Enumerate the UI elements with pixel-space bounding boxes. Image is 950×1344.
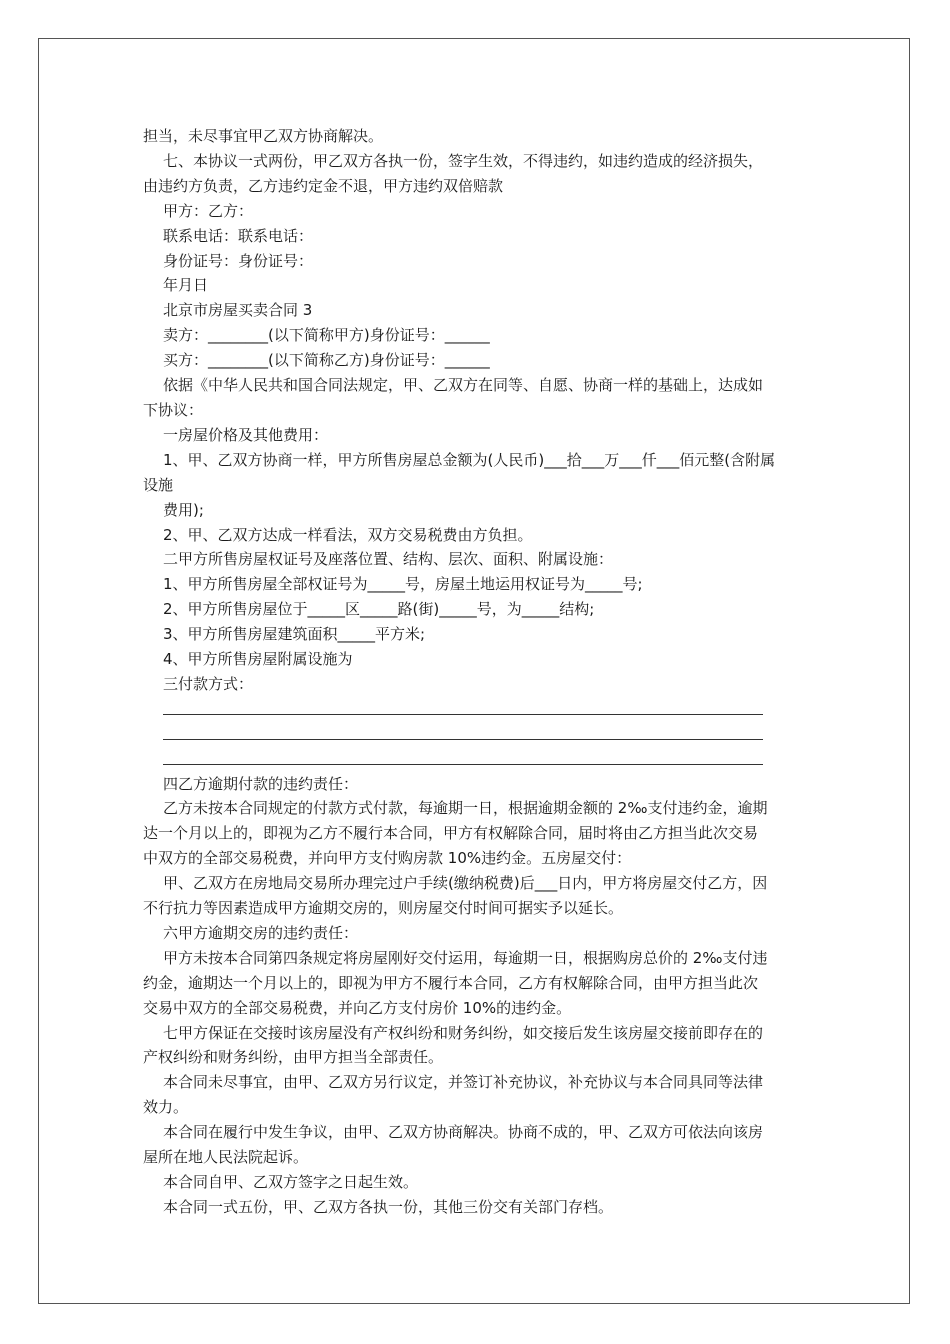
text-line: 北京市房屋买卖合同 3 <box>163 301 313 320</box>
text-line: 本合同自甲、乙双方签字之日起生效。 <box>163 1173 419 1192</box>
text-line: 1、甲、乙双方协商一样，甲方所售房屋总金额为(人民币)___拾___万___仟___佰元整(含附属 <box>163 450 776 469</box>
text-line: 本合同未尽事宜，由甲、乙双方另行议定，并签订补充协议，补充协议与本合同具同等法律 <box>163 1073 764 1092</box>
text-line: 由违约方负责，乙方违约定金不退，甲方违约双倍赔款 <box>143 176 504 195</box>
text-line: 二甲方所售房屋权证号及座落位置、结构、层次、面积、附属设施： <box>163 550 614 569</box>
document-body <box>143 124 808 1220</box>
text-line: 费用); <box>163 500 204 519</box>
text-line: 中双方的全部交易税费，并向甲方支付购房款 10%违约金。五房屋交付： <box>143 849 632 868</box>
text-line: 三付款方式： <box>163 674 254 693</box>
text-line: 下协议： <box>143 400 204 419</box>
text-line: 卖方：________(以下简称甲方)身份证号：______ <box>163 326 490 345</box>
text-line: 七甲方保证在交接时该房屋没有产权纠纷和财务纠纷，如交接后发生该房屋交接前即存在的 <box>163 1023 764 1042</box>
text-line: 4、甲方所售房屋附属设施为 <box>163 650 353 669</box>
text-line: 甲方：乙方： <box>163 201 254 220</box>
text-line: 买方：________(以下简称乙方)身份证号：______ <box>163 351 490 370</box>
text-line: 七、本协议一式两份，甲乙双方各执一份，签字生效，不得违约，如违约造成的经济损失， <box>163 151 764 170</box>
text-line: 达一个月以上的，即视为乙方不履行本合同，甲方有权解除合同，届时将由乙方担当此次交易 <box>143 824 759 843</box>
text-line: 本合同在履行中发生争议，由甲、乙双方协商解决。协商不成的，甲、乙双方可依法向该房 <box>163 1123 764 1142</box>
text-line: 交易中双方的全部交易税费，并向乙方支付房价 10%的违约金。 <box>143 998 572 1017</box>
text-line: 担当，未尽事宜甲乙双方协商解决。 <box>143 127 384 145</box>
text-line: 2、甲、乙双方达成一样看法，双方交易税费由方负担。 <box>163 525 533 544</box>
text-line: 3、甲方所售房屋建筑面积_____平方米; <box>163 625 426 644</box>
text-line: 1、甲方所售房屋全部权证号为_____号，房屋土地运用权证号为_____号; <box>163 575 643 594</box>
text-line: 六甲方逾期交房的违约责任： <box>163 923 359 942</box>
text-line: 约金，逾期达一个月以上的，即视为甲方不履行本合同，乙方有权解除合同，由甲方担当此次 <box>143 973 759 992</box>
text-line: 产权纠纷和财务纠纷，由甲方担当全部责任。 <box>143 1048 444 1067</box>
text-line: 身份证号：身份证号： <box>163 251 314 270</box>
text-line: 联系电话：联系电话： <box>163 226 314 245</box>
text-line: 2、甲方所售房屋位于_____区_____路(街)_____号，为_____结构; <box>163 600 595 619</box>
text-line: 依据《中华人民共和国合同法规定，甲、乙双方在同等、自愿、协商一样的基础上，达成如 <box>163 376 764 395</box>
text-line: 甲、乙双方在房地局交易所办理完过户手续(缴纳税费)后___日内，甲方将房屋交付乙方，因 <box>163 874 768 893</box>
text-line: 乙方未按本合同规定的付款方式付款，每逾期一日，根据逾期金额的 2‰支付违约金，逾期 <box>163 799 768 818</box>
blank-fill-line <box>163 747 763 772</box>
blank-fill-line <box>163 722 763 747</box>
text-line: 效力。 <box>143 1098 189 1117</box>
blank-fill-line <box>163 697 763 722</box>
text-line: 不行抗力等因素造成甲方逾期交房的，则房屋交付时间可据实予以延长。 <box>143 899 624 918</box>
text-line: 四乙方逾期付款的违约责任： <box>163 774 359 793</box>
text-line: 一房屋价格及其他费用： <box>163 425 329 444</box>
text-line: 设施 <box>143 475 174 494</box>
text-line: 年月日 <box>163 276 209 295</box>
text-line: 甲方未按本合同第四条规定将房屋刚好交付运用，每逾期一日，根据购房总价的 2‰支付违 <box>163 948 768 967</box>
text-line: 本合同一式五份，甲、乙双方各执一份，其他三份交有关部门存档。 <box>163 1197 614 1216</box>
text-line: 屋所在地人民法院起诉。 <box>143 1148 309 1167</box>
